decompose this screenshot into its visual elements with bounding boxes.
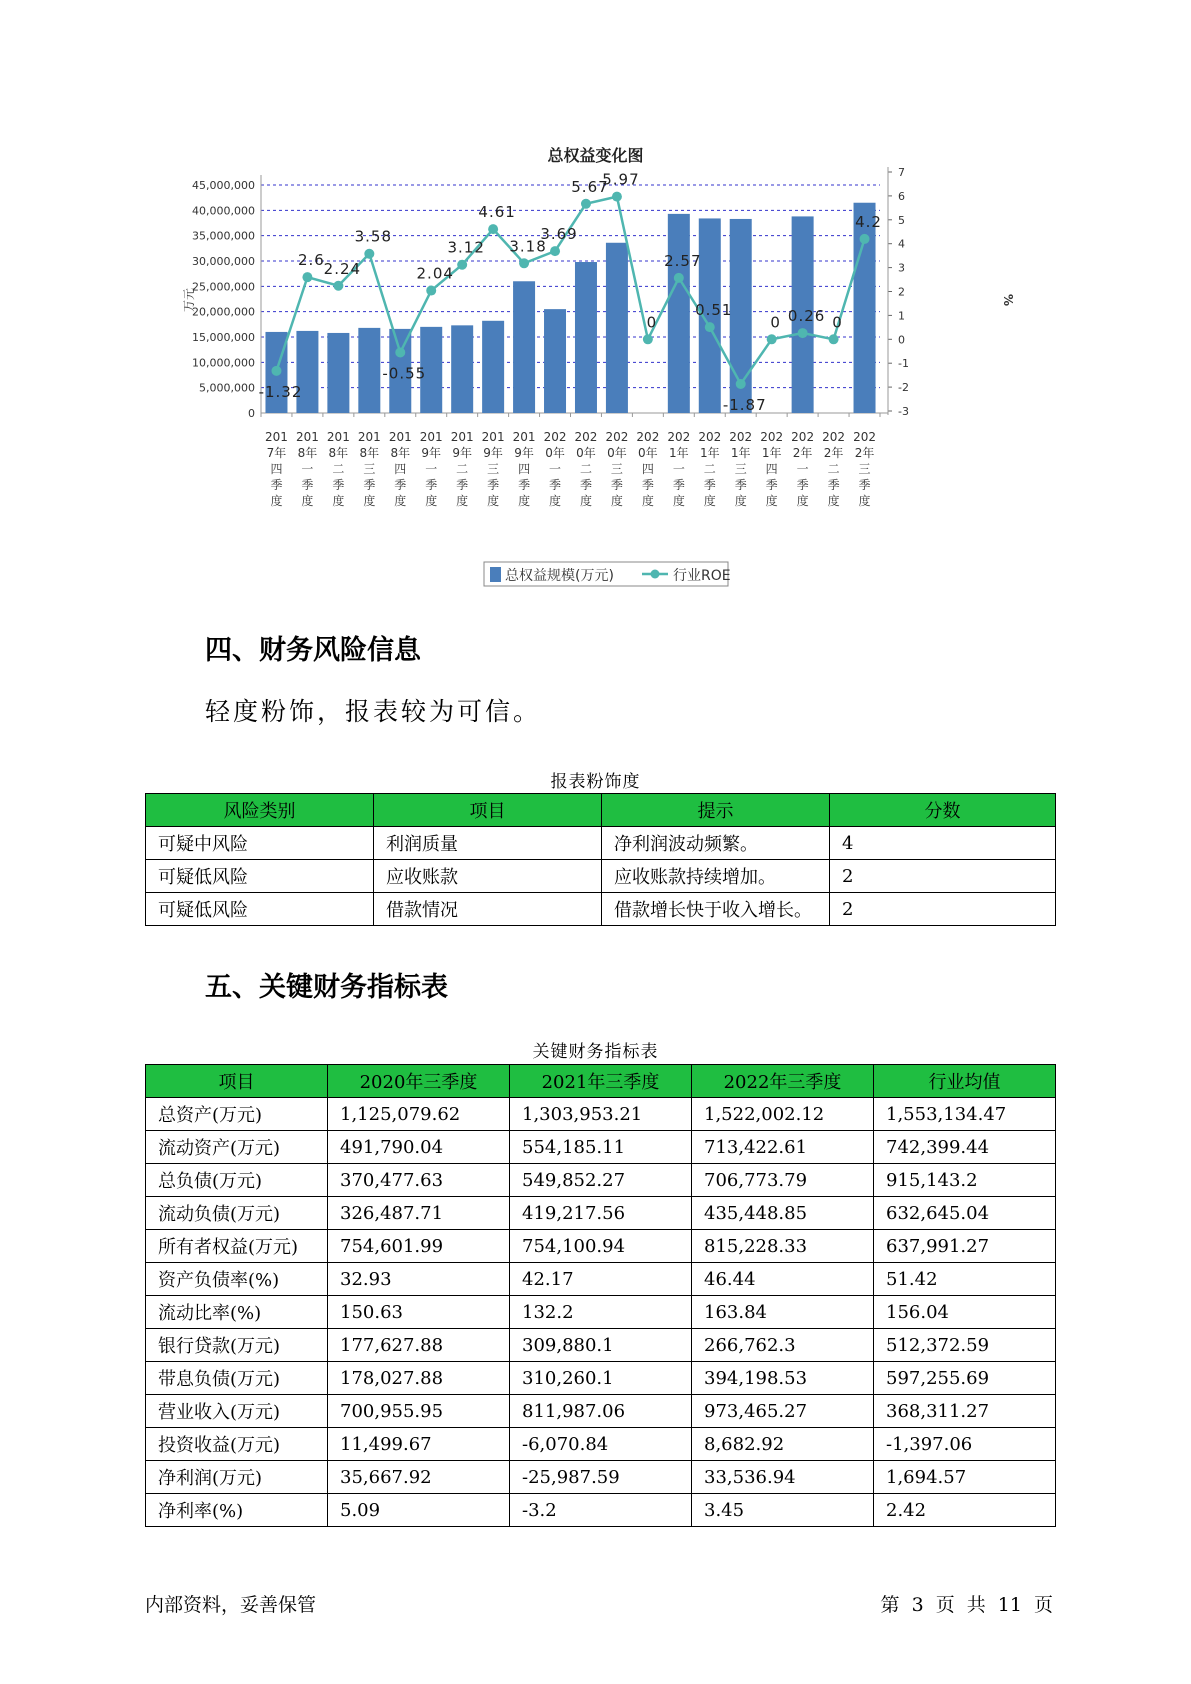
x-tick-label: 201 9年四季度 (512, 430, 536, 508)
metrics-table-cell: 754,100.94 (510, 1230, 692, 1263)
roe-point (798, 328, 808, 338)
y2-tick-label: 0 (898, 333, 905, 347)
metrics-table-cell: 419,217.56 (510, 1197, 692, 1230)
risk-table-cell: 2 (830, 860, 1056, 893)
y2-tick-label: 6 (898, 189, 905, 203)
risk-table-header-cell: 提示 (602, 794, 830, 827)
risk-table-cell: 借款增长快于收入增长。 (602, 893, 830, 926)
metrics-table-cell: 156.04 (874, 1296, 1056, 1329)
metrics-table-header-cell: 2021年三季度 (510, 1065, 692, 1098)
y2-tick-label: -3 (898, 405, 909, 418)
metrics-table-cell: 310,260.1 (510, 1362, 692, 1395)
y-tick-label: 15,000,000 (192, 331, 255, 344)
risk-table-cell: 可疑低风险 (146, 860, 374, 893)
x-tick-label: 201 9年一季度 (419, 430, 443, 508)
y2-tick-label: 7 (898, 166, 905, 179)
risk-table-header (146, 794, 1056, 827)
x-tick-label: 201 8年一季度 (295, 430, 319, 508)
y2-tick-label: -1 (898, 357, 909, 371)
metrics-table-cell: 总负债(万元) (146, 1164, 328, 1197)
x-tick-label: 202 0年三季度 (605, 430, 629, 508)
metrics-table-cell: 815,228.33 (692, 1230, 874, 1263)
metrics-table-cell: 33,536.94 (692, 1461, 874, 1494)
roe-point (612, 192, 622, 202)
metrics-table-cell: 150.63 (328, 1296, 510, 1329)
y-tick-label: 30,000,000 (192, 255, 255, 268)
metrics-table-cell: 流动比率(%) (146, 1296, 328, 1329)
footer-confidential: 内部资料，妥善保管 (145, 1594, 317, 1616)
metrics-table-cell: 491,790.04 (328, 1131, 510, 1164)
risk-table-row (146, 860, 1056, 893)
roe-point (519, 258, 529, 268)
metrics-table-row (146, 1329, 1056, 1362)
roe-data-label: 5.67 (571, 177, 609, 196)
metrics-table-cell: 435,448.85 (692, 1197, 874, 1230)
chart-title: 总权益变化图 (547, 146, 644, 165)
equity-chart (0, 0, 1191, 600)
y-axis-label: 万元 (182, 287, 196, 313)
roe-data-label: -1.32 (258, 382, 303, 401)
metrics-table-cell: -25,987.59 (510, 1461, 692, 1494)
roe-data-label: -1.87 (722, 395, 767, 414)
x-tick-label: 201 7年四季度 (265, 430, 288, 508)
x-tick-label: 202 1年三季度 (729, 430, 753, 508)
risk-table-cell: 2 (830, 893, 1056, 926)
chart-svg (0, 0, 1191, 600)
roe-point (736, 379, 746, 389)
x-tick-label: 202 2年三季度 (853, 430, 876, 508)
metrics-table-cell: 5.09 (328, 1494, 510, 1527)
roe-point (395, 347, 405, 357)
y2-axis-label: % (1001, 293, 1015, 307)
roe-data-label: 0.51 (695, 301, 733, 320)
metrics-table (145, 1064, 1056, 1527)
bar (482, 321, 504, 413)
y2-tick-label: 2 (898, 285, 905, 299)
y2-tick-label: 1 (898, 309, 905, 323)
roe-data-label: 2.6 (297, 251, 325, 270)
metrics-table-row (146, 1263, 1056, 1296)
roe-data-label: 2.24 (323, 259, 362, 278)
risk-table-row (146, 893, 1056, 926)
metrics-table-cell: 净利率(%) (146, 1494, 328, 1527)
roe-point (767, 334, 777, 344)
x-tick-label: 201 8年四季度 (388, 430, 412, 508)
metrics-table-cell: 549,852.27 (510, 1164, 692, 1197)
metrics-table-cell: 512,372.59 (874, 1329, 1056, 1362)
y-tick-label: 0 (248, 407, 255, 420)
y-tick-label: 5,000,000 (199, 381, 255, 395)
x-tick-label: 202 2年二季度 (822, 430, 846, 508)
metrics-table-cell: 1,125,079.62 (328, 1098, 510, 1131)
metrics-table-cell: 11,499.67 (328, 1428, 510, 1461)
roe-point (674, 273, 684, 283)
roe-point (829, 334, 839, 344)
metrics-table-cell: 资产负债率(%) (146, 1263, 328, 1296)
roe-point (643, 334, 653, 344)
y-tick-label: 40,000,000 (192, 204, 255, 218)
roe-point (860, 234, 870, 244)
legend-bar-label: 总权益规模(万元) (505, 568, 614, 584)
x-tick-label: 201 8年三季度 (357, 430, 381, 508)
risk-table (145, 793, 1056, 926)
metrics-table-cell: 46.44 (692, 1263, 874, 1296)
metrics-table-cell: 637,991.27 (874, 1230, 1056, 1263)
roe-data-label: -0.55 (382, 364, 427, 383)
y-tick-label: 20,000,000 (192, 305, 255, 319)
metrics-table-row (146, 1362, 1056, 1395)
x-tick-label: 201 9年二季度 (450, 430, 474, 508)
roe-data-label: 3.69 (540, 225, 578, 244)
metrics-table-cell: 713,422.61 (692, 1131, 874, 1164)
metrics-table-header (146, 1065, 1056, 1098)
roe-point (271, 366, 281, 376)
risk-table-header-cell: 风险类别 (146, 794, 374, 827)
metrics-table-cell: 973,465.27 (692, 1395, 874, 1428)
metrics-table-cell: 163.84 (692, 1296, 874, 1329)
legend-bar-swatch (490, 567, 501, 582)
metrics-table-cell: 所有者权益(万元) (146, 1230, 328, 1263)
x-tick-label: 202 1年二季度 (698, 430, 722, 508)
roe-data-label: 4.2 (855, 212, 882, 231)
x-tick-label: 202 0年四季度 (636, 430, 660, 508)
bar (575, 262, 597, 413)
legend-line-marker (651, 570, 660, 579)
metrics-table-cell: 银行贷款(万元) (146, 1329, 328, 1362)
y-tick-label: 45,000,000 (192, 179, 255, 192)
roe-data-label: 3.58 (354, 227, 393, 246)
metrics-table-cell: 3.45 (692, 1494, 874, 1527)
metrics-table-cell: 净利润(万元) (146, 1461, 328, 1494)
risk-summary-text: 轻度粉饰，报表较为可信。 (205, 697, 542, 726)
metrics-table-cell: 706,773.79 (692, 1164, 874, 1197)
metrics-table-cell: -1,397.06 (874, 1428, 1056, 1461)
metrics-table-cell: 1,303,953.21 (510, 1098, 692, 1131)
y2-tick-label: -2 (898, 381, 909, 395)
metrics-table-row (146, 1296, 1056, 1329)
metrics-table-cell: 554,185.11 (510, 1131, 692, 1164)
x-tick-label: 201 8年二季度 (326, 430, 350, 508)
roe-point (302, 272, 312, 282)
roe-data-label: 4.61 (478, 203, 516, 222)
metrics-table-row (146, 1197, 1056, 1230)
metrics-table-cell: 368,311.27 (874, 1395, 1056, 1428)
roe-point (488, 224, 498, 234)
metrics-table-cell: 309,880.1 (510, 1329, 692, 1362)
metrics-table-cell: 915,143.2 (874, 1164, 1056, 1197)
section5-heading: 五、关键财务指标表 (205, 972, 448, 1003)
metrics-table-cell: 51.42 (874, 1263, 1056, 1296)
metrics-table-cell: -6,070.84 (510, 1428, 692, 1461)
metrics-table-header-cell: 项目 (146, 1065, 328, 1098)
metrics-table-row (146, 1428, 1056, 1461)
metrics-table-cell: 742,399.44 (874, 1131, 1056, 1164)
roe-data-label: 3.18 (509, 237, 547, 256)
roe-data-label: 5.97 (602, 170, 640, 189)
risk-table-caption: 报表粉饰度 (550, 772, 641, 792)
x-tick-label: 202 0年二季度 (574, 430, 598, 508)
metrics-table-cell: 632,645.04 (874, 1197, 1056, 1230)
metrics-table-cell: 132.2 (510, 1296, 692, 1329)
bar (668, 214, 690, 413)
roe-data-label: 2.57 (664, 251, 702, 270)
risk-table-cell: 净利润波动频繁。 (602, 827, 830, 860)
roe-point (581, 199, 591, 209)
risk-table-header-cell: 分数 (830, 794, 1056, 827)
section4-heading: 四、财务风险信息 (205, 635, 421, 666)
metrics-table-cell: 35,667.92 (328, 1461, 510, 1494)
risk-table-cell: 4 (830, 827, 1056, 860)
metrics-table-cell: 流动资产(万元) (146, 1131, 328, 1164)
metrics-table-cell: 32.93 (328, 1263, 510, 1296)
roe-point (364, 249, 374, 259)
metrics-table-header-cell: 行业均值 (874, 1065, 1056, 1098)
risk-table-cell: 应收账款 (374, 860, 602, 893)
roe-point (457, 260, 467, 270)
risk-table-cell: 利润质量 (374, 827, 602, 860)
metrics-table-cell: 1,522,002.12 (692, 1098, 874, 1131)
roe-point (705, 322, 715, 332)
roe-data-label: 0.26 (787, 307, 826, 326)
bar (513, 281, 535, 413)
metrics-table-cell: 8,682.92 (692, 1428, 874, 1461)
bar (544, 309, 566, 413)
metrics-table-row (146, 1461, 1056, 1494)
x-tick-label: 202 0年一季度 (543, 430, 567, 508)
metrics-table-row (146, 1131, 1056, 1164)
metrics-table-cell: 370,477.63 (328, 1164, 510, 1197)
roe-point (333, 281, 343, 291)
bar (451, 325, 473, 413)
x-tick-label: 201 9年三季度 (481, 430, 505, 508)
metrics-table-cell: 811,987.06 (510, 1395, 692, 1428)
metrics-table-cell: 177,627.88 (328, 1329, 510, 1362)
roe-data-label: 0 (770, 313, 781, 332)
metrics-table-row (146, 1494, 1056, 1527)
roe-point (550, 246, 560, 256)
metrics-table-row (146, 1230, 1056, 1263)
metrics-table-cell: 326,487.71 (328, 1197, 510, 1230)
metrics-table-cell: 178,027.88 (328, 1362, 510, 1395)
footer-page-number: 第 3 页 共 11 页 (880, 1594, 1053, 1616)
metrics-table-cell: 394,198.53 (692, 1362, 874, 1395)
bar (327, 333, 349, 413)
y-tick-label: 10,000,000 (192, 356, 255, 370)
y-tick-label: 25,000,000 (192, 280, 255, 294)
metrics-table-cell: 总资产(万元) (146, 1098, 328, 1131)
roe-data-label: 2.04 (416, 264, 454, 283)
metrics-table-cell: 投资收益(万元) (146, 1428, 328, 1461)
risk-table-cell: 可疑低风险 (146, 893, 374, 926)
roe-data-label: 3.12 (447, 238, 485, 257)
metrics-table-header-cell: 2022年三季度 (692, 1065, 874, 1098)
risk-table-row (146, 827, 1056, 860)
roe-data-label: 0 (646, 313, 658, 332)
metrics-table-cell: -3.2 (510, 1494, 692, 1527)
legend-line-label: 行业ROE (673, 568, 731, 584)
bar (358, 328, 380, 413)
metrics-table-cell: 597,255.69 (874, 1362, 1056, 1395)
metrics-table-caption: 关键财务指标表 (532, 1042, 659, 1062)
metrics-table-header-cell: 2020年三季度 (328, 1065, 510, 1098)
bar (606, 243, 628, 413)
metrics-table-row (146, 1164, 1056, 1197)
roe-data-label: 0 (832, 313, 843, 332)
risk-table-header-cell: 项目 (374, 794, 602, 827)
risk-table-cell: 可疑中风险 (146, 827, 374, 860)
metrics-table-cell: 266,762.3 (692, 1329, 874, 1362)
metrics-table-cell: 700,955.95 (328, 1395, 510, 1428)
y2-tick-label: 4 (898, 237, 905, 251)
metrics-table-cell: 带息负债(万元) (146, 1362, 328, 1395)
x-tick-label: 202 1年一季度 (667, 430, 691, 508)
y2-tick-label: 3 (898, 261, 905, 275)
metrics-table-row (146, 1098, 1056, 1131)
metrics-table-cell: 2.42 (874, 1494, 1056, 1527)
risk-table-cell: 借款情况 (374, 893, 602, 926)
y2-tick-label: 5 (898, 213, 905, 227)
metrics-table-row (146, 1395, 1056, 1428)
x-tick-label: 202 1年四季度 (760, 430, 784, 508)
metrics-table-cell: 1,553,134.47 (874, 1098, 1056, 1131)
risk-table-cell: 应收账款持续增加。 (602, 860, 830, 893)
metrics-table-cell: 营业收入(万元) (146, 1395, 328, 1428)
metrics-table-cell: 42.17 (510, 1263, 692, 1296)
metrics-table-cell: 流动负债(万元) (146, 1197, 328, 1230)
metrics-table-cell: 754,601.99 (328, 1230, 510, 1263)
y-tick-label: 35,000,000 (192, 229, 255, 243)
x-tick-label: 202 2年一季度 (791, 430, 815, 508)
metrics-table-cell: 1,694.57 (874, 1461, 1056, 1494)
roe-point (426, 286, 436, 296)
